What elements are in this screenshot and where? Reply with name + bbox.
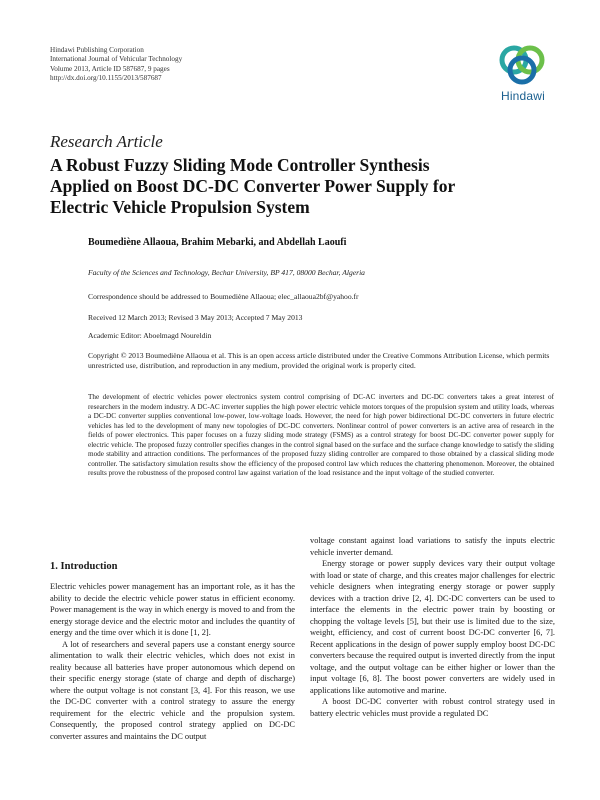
- doi-link[interactable]: http://dx.doi.org/10.1155/2013/587687: [50, 74, 162, 83]
- paragraph: A boost DC-DC converter with robust control strategy used in battery electric vehicles must provide a regulated DC: [310, 697, 555, 718]
- affiliation: Faculty of the Sciences and Technology, Bechar University, BP 417, 08000 Bechar, Algeria: [88, 268, 365, 277]
- title-line: Applied on Boost DC-DC Converter Power Supply for: [50, 176, 456, 196]
- author-list: Boumediène Allaoua, Brahim Mebarki, and Abdellah Laoufi: [88, 237, 347, 248]
- abstract: The development of electric vehicles power electronics system control comprising of DC-AC inverters and DC-DC converters takes a great interest of researchers in the modern industry. A DC-AC inverter supplies the high power electric vehicle motors torques of the propulsion system and utility loads, whereas a DC-DC converter supplies conventional low-power, low-voltage loads. However, the need for high power bidirectional DC-DC converters in future electric vehicles has led to the development of many new topologies of DC-DC converters. Nonlinear control of power converters is an active area of research in the fields of power electronics. This paper focuses on a fuzzy sliding mode strategy (FSMS) as a control strategy for boost DC-DC converter power supply for electric vehicle. The proposed fuzzy controller specifies changes in the control signal based on the surface and the surface change knowledge to satisfy the sliding mode stability and attraction conditions. The performances of the proposed fuzzy sliding controller are compared to those obtained by a classical sliding mode controller. The satisfactory simulation results show the efficiency of the proposed control law which reduces the chattering phenomenon. Moreover, the obtained results prove the robustness of the proposed control law against variation of the load resistance and the input voltage of the studied converter.: [88, 393, 554, 478]
- paragraph: voltage constant against load variations to satisfy the inputs electric vehicle inverter demand.: [310, 536, 555, 557]
- journal-name: International Journal of Vehicular Technology: [50, 55, 183, 64]
- academic-editor: Academic Editor: Aboelmagd Noureldin: [88, 331, 212, 340]
- article-type: Research Article: [50, 132, 163, 151]
- intro-left-column: [50, 560, 295, 742]
- paragraph: Electric vehicles power management has an important role, as it has the ability to decide the electric vehicle power status in efficient economy. Power management is the way in which energy is moved to and from the energy storage device and the electric motor and includes the quantity of energy and the time over which it is done [1, 2].: [50, 582, 295, 637]
- received-dates: Received 12 March 2013; Revised 3 May 2013; Accepted 7 May 2013: [88, 313, 303, 322]
- section-heading: 1. Introduction: [50, 561, 118, 572]
- title-line: A Robust Fuzzy Sliding Mode Controller Synthesis: [50, 155, 430, 175]
- correspondence: Correspondence should be addressed to Boumediène Allaoua; elec_allaoua2bf@yahoo.fr: [88, 292, 359, 301]
- hindawi-logo: [494, 42, 552, 106]
- intro-right-column: [310, 535, 555, 719]
- journal-header: [50, 46, 350, 84]
- paper-title: [50, 155, 570, 218]
- paragraph: A lot of researchers and several papers use a constant energy source alimentation to walk their electric vehicles, which does not exist in reality because all batteries have proper autonomous which depend on their specific energy storage (state of charge and depth of discharge) where the output voltage is not constant [3, 4]. For this reason, we use the DC-DC converter with a control strategy to assure the energy requirement for the electric vehicle and the propulsion system. Consequently, the proposed control strategy applied on DC-DC converter assures and maintains the DC output: [50, 639, 295, 741]
- publisher-line: Hindawi Publishing Corporation: [50, 46, 144, 54]
- hindawi-logo-icon: [494, 42, 552, 88]
- hindawi-logo-text: Hindawi: [500, 89, 546, 103]
- title-line: Electric Vehicle Propulsion System: [50, 197, 310, 217]
- copyright-notice: Copyright © 2013 Boumediène Allaoua et al. This is an open access article distributed under the Creative Commons Attribution License, which permits unrestricted use, distribution, and reproduction in any medium, provided the original work is properly cited.: [88, 351, 550, 371]
- paragraph: Energy storage or power supply devices vary their output voltage with load or state of charge, and this creates major challenges for electric vehicle designers when integrating energy storage or power supply devices with a traction drive [2, 4]. DC-DC converters can be used to interface the elements in the electric power train by boosting or chopping the voltage levels [5], but their use is limited due to the size, weight, efficiency, and cost of current boost DC-DC converter [6, 7]. Recent applications in the design of power supply employ boost DC-DC converters because the required output is inverted directly from the input voltage, and the output voltage can be either higher or lower than the input voltage [6, 8]. The boost power converters are widely used in applications like automotive and marine.: [310, 559, 555, 695]
- volume-line: Volume 2013, Article ID 587687, 9 pages: [50, 64, 170, 73]
